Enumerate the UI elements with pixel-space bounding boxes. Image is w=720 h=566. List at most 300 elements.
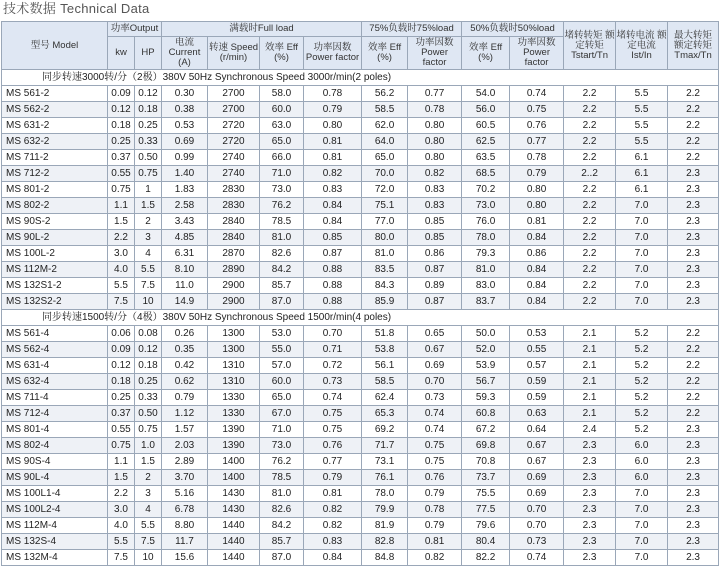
table-cell: 5.2 <box>616 390 668 406</box>
table-cell: 58.5 <box>362 374 408 390</box>
table-cell: 0.25 <box>108 390 135 406</box>
table-cell: 0.83 <box>304 534 362 550</box>
table-cell: 2.2 <box>564 86 616 102</box>
table-cell: 2840 <box>208 214 260 230</box>
table-row <box>2 230 719 246</box>
table-cell: 2.58 <box>162 198 208 214</box>
table-cell: 2.2 <box>668 150 719 166</box>
table-cell: 71.7 <box>362 438 408 454</box>
table-cell: 2.3 <box>668 518 719 534</box>
table-cell: 2.3 <box>668 230 719 246</box>
table-cell: 0.79 <box>408 486 462 502</box>
table-cell: 4 <box>135 246 162 262</box>
table-cell: 7.0 <box>616 230 668 246</box>
table-cell: 7.0 <box>616 262 668 278</box>
table-cell: 83.0 <box>462 278 510 294</box>
table-cell: 0.50 <box>135 150 162 166</box>
table-cell: 0.73 <box>408 390 462 406</box>
table-cell: 0.77 <box>510 134 564 150</box>
table-cell: 0.08 <box>135 326 162 342</box>
table-cell: 62.0 <box>362 118 408 134</box>
table-cell: 0.42 <box>162 358 208 374</box>
model-cell: MS 631-4 <box>2 358 108 374</box>
table-row <box>2 214 719 230</box>
table-cell: 63.0 <box>260 118 304 134</box>
table-cell: 0.75 <box>108 438 135 454</box>
model-cell: MS 90S-2 <box>2 214 108 230</box>
table-cell: 2.2 <box>108 230 135 246</box>
table-cell: 5.5 <box>108 278 135 294</box>
table-cell: 2.2 <box>564 150 616 166</box>
table-cell: 2.2 <box>668 342 719 358</box>
table-cell: 50.0 <box>462 326 510 342</box>
table-cell: 87.0 <box>260 294 304 310</box>
table-cell: 1440 <box>208 534 260 550</box>
table-cell: 2.3 <box>564 454 616 470</box>
header-tmax: 最大转矩 额定转矩 Tmax/Tn <box>668 22 719 70</box>
table-cell: 7.0 <box>616 486 668 502</box>
table-cell: 7.5 <box>135 534 162 550</box>
table-cell: 2.2 <box>564 294 616 310</box>
table-cell: 0.81 <box>408 534 462 550</box>
table-cell: 5.5 <box>135 262 162 278</box>
table-cell: 0.81 <box>304 134 362 150</box>
table-cell: 1310 <box>208 374 260 390</box>
table-cell: 0.84 <box>510 230 564 246</box>
model-cell: MS 112M-2 <box>2 262 108 278</box>
table-cell: 59.3 <box>462 390 510 406</box>
table-cell: 57.0 <box>260 358 304 374</box>
table-cell: 2.2 <box>564 182 616 198</box>
table-row <box>2 326 719 342</box>
table-cell: 2.2 <box>668 358 719 374</box>
table-cell: 0.06 <box>108 326 135 342</box>
table-cell: 0.18 <box>108 118 135 134</box>
table-cell: 0.80 <box>510 182 564 198</box>
table-cell: 0.87 <box>304 246 362 262</box>
table-cell: 0.09 <box>108 342 135 358</box>
section-title: 同步转速3000转/分（2极）380V 50Hz Synchronous Speed 3000r/min(2 poles) <box>2 70 719 86</box>
table-cell: 0.88 <box>304 294 362 310</box>
table-cell: 0.99 <box>162 150 208 166</box>
table-cell: 0.26 <box>162 326 208 342</box>
table-cell: 64.0 <box>362 134 408 150</box>
model-cell: MS 112M-4 <box>2 518 108 534</box>
table-cell: 81.0 <box>260 230 304 246</box>
table-cell: 5.2 <box>616 374 668 390</box>
table-cell: 67.0 <box>260 406 304 422</box>
table-cell: 5.5 <box>616 86 668 102</box>
table-cell: 0.83 <box>304 182 362 198</box>
table-cell: 1310 <box>208 358 260 374</box>
table-cell: 2.3 <box>668 422 719 438</box>
table-cell: 2900 <box>208 278 260 294</box>
table-cell: 0.76 <box>408 470 462 486</box>
header-50-load: 50%负载时50%load <box>462 22 564 37</box>
table-cell: 82.2 <box>462 550 510 566</box>
table-cell: 82.6 <box>260 502 304 518</box>
table-cell: 7.5 <box>108 294 135 310</box>
table-cell: 2.2 <box>564 230 616 246</box>
table-row <box>2 406 719 422</box>
model-cell: MS 561-2 <box>2 86 108 102</box>
table-cell: 73.0 <box>462 198 510 214</box>
model-cell: MS 801-2 <box>2 182 108 198</box>
table-cell: 75.5 <box>462 486 510 502</box>
table-row <box>2 518 719 534</box>
model-cell: MS 132S-4 <box>2 534 108 550</box>
section-title: 同步转速1500转/分（4极）380V 50Hz Synchronous Speed 1500r/min(4 poles) <box>2 310 719 326</box>
table-cell: 65.3 <box>362 406 408 422</box>
model-cell: MS 711-2 <box>2 150 108 166</box>
table-row <box>2 86 719 102</box>
table-cell: 2.3 <box>668 438 719 454</box>
header-speed: 转速 Speed (r/min) <box>208 37 260 70</box>
table-cell: 1440 <box>208 518 260 534</box>
table-cell: 5.5 <box>135 518 162 534</box>
header-model: 型号 Model <box>2 22 108 70</box>
table-cell: 68.5 <box>462 166 510 182</box>
table-cell: 1430 <box>208 486 260 502</box>
table-cell: 2700 <box>208 86 260 102</box>
table-cell: 2.1 <box>564 406 616 422</box>
table-cell: 0.38 <box>162 102 208 118</box>
table-cell: 7.0 <box>616 294 668 310</box>
table-cell: 62.5 <box>462 134 510 150</box>
table-cell: 2.3 <box>564 534 616 550</box>
table-cell: 2.3 <box>668 294 719 310</box>
table-cell: 3 <box>135 230 162 246</box>
table-cell: 0.75 <box>408 454 462 470</box>
header-power-factor-75: 功率因数 Power factor <box>408 37 462 70</box>
table-cell: 55.0 <box>260 342 304 358</box>
table-cell: 60.0 <box>260 374 304 390</box>
table-cell: 70.0 <box>362 166 408 182</box>
table-cell: 2.2 <box>108 486 135 502</box>
model-cell: MS 90S-4 <box>2 454 108 470</box>
table-cell: 78.5 <box>260 214 304 230</box>
table-cell: 0.70 <box>510 518 564 534</box>
table-cell: 2.2 <box>668 86 719 102</box>
table-row <box>2 470 719 486</box>
table-cell: 0.79 <box>510 166 564 182</box>
table-cell: 82.8 <box>362 534 408 550</box>
table-cell: 2.3 <box>564 502 616 518</box>
table-cell: 0.81 <box>304 150 362 166</box>
table-cell: 69.2 <box>362 422 408 438</box>
table-cell: 5.5 <box>108 534 135 550</box>
table-cell: 0.09 <box>108 86 135 102</box>
section-header-row <box>2 310 719 326</box>
table-cell: 1.5 <box>108 470 135 486</box>
table-cell: 4.85 <box>162 230 208 246</box>
header-eff-75: 效率 Eff (%) <box>362 37 408 70</box>
table-cell: 1390 <box>208 422 260 438</box>
table-cell: 2.3 <box>668 166 719 182</box>
table-cell: 4.0 <box>108 518 135 534</box>
header-tstart: 堵转转矩 额定转矩 Tstart/Tn <box>564 22 616 70</box>
table-cell: 0.37 <box>108 406 135 422</box>
header-power: 功率Output <box>108 22 162 37</box>
table-row <box>2 502 719 518</box>
table-cell: 2.2 <box>564 134 616 150</box>
table-cell: 6.0 <box>616 438 668 454</box>
table-cell: 56.1 <box>362 358 408 374</box>
table-cell: 58.5 <box>362 102 408 118</box>
table-cell: 0.75 <box>408 438 462 454</box>
table-cell: 0.70 <box>304 326 362 342</box>
table-cell: 81.0 <box>260 486 304 502</box>
table-cell: 63.5 <box>462 150 510 166</box>
table-cell: 0.74 <box>510 86 564 102</box>
table-cell: 2.4 <box>564 422 616 438</box>
table-row <box>2 134 719 150</box>
table-cell: 0.12 <box>135 342 162 358</box>
table-cell: 7.0 <box>616 502 668 518</box>
table-cell: 2 <box>135 214 162 230</box>
table-cell: 2900 <box>208 294 260 310</box>
model-cell: MS 802-2 <box>2 198 108 214</box>
table-cell: 2.2 <box>564 102 616 118</box>
table-cell: 0.82 <box>304 518 362 534</box>
table-row <box>2 374 719 390</box>
model-cell: MS 632-2 <box>2 134 108 150</box>
table-cell: 1.5 <box>135 454 162 470</box>
table-cell: 1.83 <box>162 182 208 198</box>
table-cell: 0.25 <box>108 134 135 150</box>
table-cell: 73.1 <box>362 454 408 470</box>
table-cell: 7.0 <box>616 534 668 550</box>
table-row <box>2 390 719 406</box>
header-eff-50: 效率 Eff (%) <box>462 37 510 70</box>
table-cell: 2.3 <box>668 262 719 278</box>
section-header-row <box>2 70 719 86</box>
table-cell: 1.12 <box>162 406 208 422</box>
table-cell: 0.82 <box>408 166 462 182</box>
table-cell: 0.79 <box>408 518 462 534</box>
table-cell: 2740 <box>208 166 260 182</box>
table-cell: 0.74 <box>304 390 362 406</box>
table-cell: 0.25 <box>135 374 162 390</box>
table-cell: 0.50 <box>135 406 162 422</box>
table-cell: 5.2 <box>616 422 668 438</box>
table-cell: 54.0 <box>462 86 510 102</box>
table-cell: 0.85 <box>304 230 362 246</box>
table-cell: 0.69 <box>162 134 208 150</box>
table-cell: 0.74 <box>510 550 564 566</box>
table-cell: 2840 <box>208 230 260 246</box>
table-cell: 0.69 <box>510 486 564 502</box>
table-cell: 2..2 <box>564 166 616 182</box>
table-cell: 73.7 <box>462 470 510 486</box>
table-cell: 0.78 <box>510 150 564 166</box>
table-cell: 0.80 <box>408 134 462 150</box>
table-cell: 73.0 <box>260 182 304 198</box>
table-cell: 2.3 <box>668 502 719 518</box>
table-cell: 2.3 <box>668 454 719 470</box>
model-cell: MS 90L-4 <box>2 470 108 486</box>
table-row <box>2 262 719 278</box>
table-body <box>2 70 719 566</box>
table-cell: 0.69 <box>408 358 462 374</box>
table-cell: 85.7 <box>260 534 304 550</box>
model-cell: MS 562-4 <box>2 342 108 358</box>
table-cell: 7.0 <box>616 246 668 262</box>
table-cell: 0.12 <box>108 102 135 118</box>
table-cell: 0.73 <box>510 534 564 550</box>
table-row <box>2 358 719 374</box>
table-cell: 1 <box>135 182 162 198</box>
table-cell: 2.3 <box>668 214 719 230</box>
table-cell: 2870 <box>208 246 260 262</box>
header-power-factor: 功率因数 Power factor <box>304 37 362 70</box>
table-row <box>2 102 719 118</box>
table-cell: 3 <box>135 486 162 502</box>
table-row <box>2 150 719 166</box>
table-cell: 0.84 <box>304 550 362 566</box>
table-cell: 0.77 <box>304 454 362 470</box>
table-cell: 2.3 <box>668 550 719 566</box>
table-cell: 1.0 <box>135 438 162 454</box>
table-cell: 2.1 <box>564 374 616 390</box>
model-cell: MS 712-4 <box>2 406 108 422</box>
table-row <box>2 550 719 566</box>
table-cell: 1300 <box>208 326 260 342</box>
table-cell: 65.0 <box>362 150 408 166</box>
table-cell: 0.80 <box>510 198 564 214</box>
table-cell: 0.86 <box>510 246 564 262</box>
table-cell: 70.2 <box>462 182 510 198</box>
table-cell: 8.80 <box>162 518 208 534</box>
table-cell: 51.8 <box>362 326 408 342</box>
technical-data-table <box>1 21 719 566</box>
header-ist: 堵转电流 额定电流 Ist/In <box>616 22 668 70</box>
table-cell: 15.6 <box>162 550 208 566</box>
table-cell: 0.83 <box>408 182 462 198</box>
table-cell: 8.10 <box>162 262 208 278</box>
table-cell: 0.75 <box>108 182 135 198</box>
table-cell: 2830 <box>208 182 260 198</box>
table-cell: 87.0 <box>260 550 304 566</box>
table-cell: 0.12 <box>135 86 162 102</box>
table-cell: 6.1 <box>616 166 668 182</box>
table-cell: 85.9 <box>362 294 408 310</box>
table-cell: 2.3 <box>564 518 616 534</box>
table-cell: 3.0 <box>108 502 135 518</box>
table-row <box>2 278 719 294</box>
table-cell: 2720 <box>208 134 260 150</box>
table-cell: 0.83 <box>408 198 462 214</box>
table-cell: 2.1 <box>564 358 616 374</box>
table-cell: 2.3 <box>668 198 719 214</box>
table-cell: 69.8 <box>462 438 510 454</box>
table-cell: 0.82 <box>408 550 462 566</box>
table-cell: 1.1 <box>108 198 135 214</box>
table-cell: 0.70 <box>510 502 564 518</box>
table-cell: 0.75 <box>510 102 564 118</box>
table-cell: 0.64 <box>510 422 564 438</box>
table-cell: 0.55 <box>108 422 135 438</box>
table-cell: 66.0 <box>260 150 304 166</box>
table-cell: 2.2 <box>564 262 616 278</box>
table-cell: 0.84 <box>304 214 362 230</box>
table-cell: 1300 <box>208 342 260 358</box>
table-cell: 0.84 <box>510 262 564 278</box>
table-cell: 11.7 <box>162 534 208 550</box>
table-cell: 0.81 <box>510 214 564 230</box>
table-cell: 0.70 <box>408 374 462 390</box>
table-cell: 2.2 <box>668 102 719 118</box>
model-cell: MS 712-2 <box>2 166 108 182</box>
table-cell: 0.67 <box>510 438 564 454</box>
header-eff: 效率 Eff (%) <box>260 37 304 70</box>
table-cell: 81.0 <box>362 246 408 262</box>
table-cell: 56.0 <box>462 102 510 118</box>
table-cell: 0.62 <box>162 374 208 390</box>
table-cell: 0.53 <box>510 326 564 342</box>
table-cell: 2.3 <box>668 246 719 262</box>
table-cell: 6.1 <box>616 150 668 166</box>
table-cell: 65.0 <box>260 390 304 406</box>
table-cell: 0.72 <box>304 358 362 374</box>
table-cell: 58.0 <box>260 86 304 102</box>
table-cell: 2.3 <box>668 534 719 550</box>
table-cell: 6.0 <box>616 470 668 486</box>
table-cell: 0.87 <box>408 294 462 310</box>
table-cell: 70.8 <box>462 454 510 470</box>
table-cell: 72.0 <box>362 182 408 198</box>
table-cell: 0.67 <box>408 342 462 358</box>
table-cell: 2890 <box>208 262 260 278</box>
model-cell: MS 631-2 <box>2 118 108 134</box>
table-cell: 79.6 <box>462 518 510 534</box>
header-full-load: 满载时Full load <box>162 22 362 37</box>
table-cell: 0.18 <box>108 374 135 390</box>
table-cell: 60.0 <box>260 102 304 118</box>
table-cell: 2 <box>135 470 162 486</box>
table-cell: 1.5 <box>108 214 135 230</box>
table-cell: 71.0 <box>260 166 304 182</box>
table-cell: 0.88 <box>304 278 362 294</box>
table-cell: 65.0 <box>260 134 304 150</box>
table-cell: 5.2 <box>616 326 668 342</box>
header-power-factor-50: 功率因数 Power factor <box>510 37 564 70</box>
table-cell: 2.2 <box>668 406 719 422</box>
table-row <box>2 182 719 198</box>
table-cell: 0.75 <box>135 422 162 438</box>
table-cell: 1.5 <box>135 198 162 214</box>
table-cell: 6.31 <box>162 246 208 262</box>
table-cell: 81.9 <box>362 518 408 534</box>
table-cell: 0.55 <box>510 342 564 358</box>
table-cell: 1.57 <box>162 422 208 438</box>
table-cell: 62.4 <box>362 390 408 406</box>
table-row <box>2 198 719 214</box>
page-title: 技术数据 Technical Data <box>3 1 150 16</box>
table-cell: 2740 <box>208 150 260 166</box>
table-cell: 83.7 <box>462 294 510 310</box>
model-cell: MS 561-4 <box>2 326 108 342</box>
table-cell: 2.3 <box>668 470 719 486</box>
table-cell: 5.2 <box>616 358 668 374</box>
table-cell: 79.3 <box>462 246 510 262</box>
table-cell: 3.43 <box>162 214 208 230</box>
table-cell: 76.2 <box>260 198 304 214</box>
table-cell: 2.3 <box>564 486 616 502</box>
table-cell: 83.5 <box>362 262 408 278</box>
table-cell: 79.9 <box>362 502 408 518</box>
table-cell: 2720 <box>208 118 260 134</box>
